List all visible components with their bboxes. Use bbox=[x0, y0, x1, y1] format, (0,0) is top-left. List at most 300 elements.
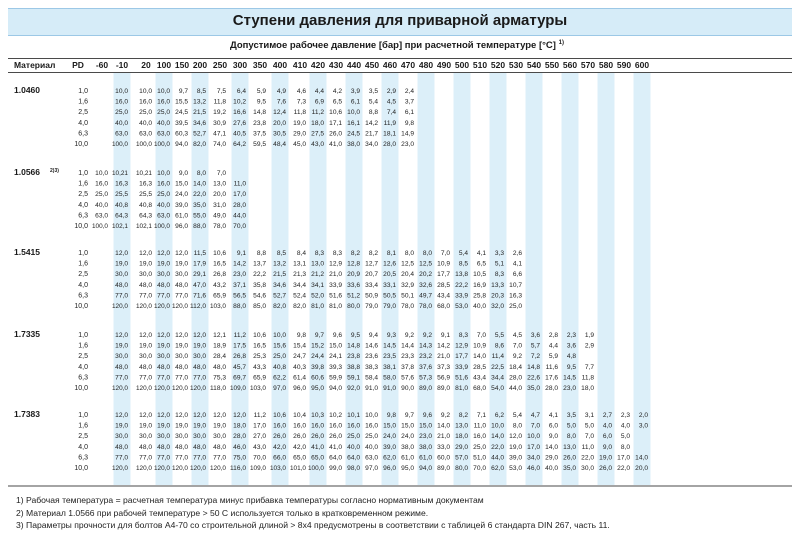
pd-value: 10,0 bbox=[74, 223, 88, 230]
pressure-cell: 7,1 bbox=[476, 412, 486, 419]
pressure-cell: 43,4 bbox=[437, 292, 450, 300]
pressure-cell: 77,0 bbox=[139, 292, 152, 300]
pressure-cell: 37,6 bbox=[419, 363, 432, 371]
pressure-cell: 50,9 bbox=[365, 292, 378, 300]
pressure-cell: 30,9 bbox=[213, 119, 226, 127]
pressure-cell: 100,0 bbox=[154, 223, 171, 230]
pd-value: 6,3 bbox=[78, 130, 88, 138]
pressure-cell: 19,0 bbox=[293, 119, 306, 127]
pressure-cell: 49,7 bbox=[419, 292, 432, 300]
pressure-cell: 94,0 bbox=[175, 141, 188, 148]
header-material: Материал bbox=[14, 60, 56, 70]
pressure-cell: 16,0 bbox=[115, 98, 128, 106]
header-temp: 460 bbox=[382, 60, 398, 70]
pressure-cell: 3,9 bbox=[350, 88, 360, 95]
pressure-cell: 112,0 bbox=[190, 303, 207, 310]
header-temp: 600 bbox=[634, 60, 650, 70]
pressure-cell: 42,0 bbox=[273, 443, 286, 451]
pressure-cell: 20,4 bbox=[401, 271, 414, 279]
pressure-cell: 17,9 bbox=[193, 260, 206, 268]
pressure-cell: 59,9 bbox=[329, 374, 342, 382]
pressure-cell: 18,1 bbox=[383, 130, 396, 138]
pressure-cell: 9,3 bbox=[386, 332, 396, 339]
pressure-cell: 45,7 bbox=[233, 363, 246, 371]
pressure-cell: 49,0 bbox=[213, 212, 226, 220]
material-name: 1.0460 bbox=[14, 85, 40, 95]
pressure-cell: 11,2 bbox=[253, 412, 266, 419]
pressure-cell: 40,3 bbox=[293, 363, 306, 371]
pressure-cell: 100,0 bbox=[308, 465, 325, 472]
header-temp: -10 bbox=[115, 60, 129, 70]
pressure-cell: 3,0 bbox=[638, 422, 648, 430]
pressure-cell: 14,0 bbox=[545, 443, 558, 451]
pressure-cell: 27,0 bbox=[253, 433, 266, 441]
pressure-cell: 29,0 bbox=[455, 443, 468, 451]
pressure-cell: 8,0 bbox=[620, 443, 630, 451]
pressure-cell: 17,0 bbox=[617, 454, 630, 462]
pressure-cell: 10,0 bbox=[527, 433, 540, 441]
pressure-cell: 80,0 bbox=[455, 465, 468, 472]
pressure-cell: 57,3 bbox=[419, 374, 432, 382]
header-temp: 560 bbox=[562, 60, 578, 70]
pressure-cell: 77,0 bbox=[139, 454, 152, 462]
pressure-cell: 16,3 bbox=[139, 180, 152, 188]
pressure-cell: 17,7 bbox=[437, 271, 450, 279]
pressure-cell: 61,0 bbox=[401, 454, 414, 462]
pressure-cell: 25,5 bbox=[115, 191, 128, 199]
pressure-cell: 2,3 bbox=[620, 412, 630, 419]
pressure-cell: 6,1 bbox=[350, 98, 360, 106]
pressure-cell: 109,0 bbox=[250, 465, 267, 472]
pd-value: 6,3 bbox=[78, 454, 88, 462]
pressure-cell: 33,1 bbox=[383, 281, 396, 289]
pressure-cell: 60,3 bbox=[175, 130, 188, 138]
pressure-cell: 4,8 bbox=[566, 353, 576, 361]
footnote-3: 3) Параметры прочности для болтов А4-70 со строительной длиной > 8х4 предусмотрены в соответствии с таблицей 6 стандарта DIN 267, часть 11. bbox=[16, 520, 610, 531]
pressure-cell: 32,6 bbox=[419, 281, 432, 289]
header-temp: 450 bbox=[364, 60, 380, 70]
pd-value: 1,6 bbox=[78, 98, 88, 106]
pressure-cell: 10,2 bbox=[329, 412, 342, 419]
pressure-cell: 27,6 bbox=[233, 119, 246, 127]
pressure-cell: 12,0 bbox=[193, 412, 206, 419]
pressure-cell: 7,4 bbox=[386, 109, 396, 117]
pressure-cell: 74,0 bbox=[213, 141, 226, 148]
pressure-cell: 14,8 bbox=[253, 109, 266, 117]
pressure-cell: 20,0 bbox=[213, 191, 226, 199]
pressure-cell: 81,0 bbox=[311, 303, 324, 310]
pressure-cell: 100,0 bbox=[136, 141, 153, 148]
pressure-cell: 10,2 bbox=[233, 98, 246, 106]
pressure-cell: 6,5 bbox=[476, 260, 486, 268]
pressure-cell: 11,0 bbox=[233, 180, 246, 188]
pressure-cell: 10,9 bbox=[473, 342, 486, 350]
pressure-cell: 34,4 bbox=[293, 281, 306, 289]
pressure-cell: 16,5 bbox=[253, 342, 266, 350]
pressure-cell: 51,0 bbox=[473, 454, 486, 462]
pressure-cell: 37,8 bbox=[401, 363, 414, 371]
pressure-cell: 30,0 bbox=[139, 433, 152, 441]
pressure-cell: 12,5 bbox=[419, 260, 432, 268]
pd-value: 10,0 bbox=[74, 465, 88, 472]
pressure-cell: 94,0 bbox=[329, 385, 342, 392]
pressure-cell: 23,0 bbox=[563, 385, 576, 392]
pd-value: 2,5 bbox=[78, 191, 88, 199]
pressure-cell: 96,0 bbox=[175, 223, 188, 230]
pressure-cell: 11,8 bbox=[293, 109, 306, 117]
pressure-cell: 5,4 bbox=[512, 412, 522, 419]
pressure-cell: 7,0 bbox=[584, 433, 594, 441]
pressure-cell: 64,0 bbox=[347, 454, 360, 462]
pressure-cell: 14,5 bbox=[563, 374, 576, 382]
pd-value: 10,0 bbox=[74, 385, 88, 392]
pressure-cell: 32,9 bbox=[401, 281, 414, 289]
header-temp: 520 bbox=[490, 60, 506, 70]
pressure-cell: 13,2 bbox=[193, 98, 206, 106]
pressure-cell: 90,0 bbox=[401, 385, 414, 392]
pressure-cell: 52,7 bbox=[273, 292, 286, 300]
pressure-cell: 11,6 bbox=[545, 363, 558, 371]
pressure-cell: 22,0 bbox=[491, 443, 504, 451]
subtitle-text: Допустимое рабочее давление [бар] при расчетной температуре [°C] bbox=[230, 40, 556, 52]
subtitle-footnote-mark: 1) bbox=[558, 40, 564, 46]
pressure-cell: 15,2 bbox=[311, 342, 324, 350]
pressure-cell: 30,0 bbox=[115, 271, 128, 279]
pressure-cell: 77,0 bbox=[157, 292, 170, 300]
pressure-cell: 11,2 bbox=[311, 109, 324, 117]
pd-value: 4,0 bbox=[78, 363, 88, 371]
pressure-cell: 63,0 bbox=[157, 212, 170, 220]
pressure-cell: 30,0 bbox=[175, 353, 188, 361]
pressure-cell: 19,0 bbox=[175, 422, 188, 430]
pressure-cell: 22,0 bbox=[581, 454, 594, 462]
pressure-cell: 40,8 bbox=[273, 363, 286, 371]
pressure-cell: 15,0 bbox=[329, 342, 342, 350]
pressure-cell: 18,0 bbox=[233, 422, 246, 430]
pressure-cell: 5,7 bbox=[530, 342, 540, 350]
pressure-cell: 34,0 bbox=[365, 141, 378, 148]
pressure-cell: 12,8 bbox=[347, 260, 360, 268]
pressure-cell: 96,0 bbox=[383, 465, 396, 472]
pressure-cell: 28,0 bbox=[233, 201, 246, 209]
pressure-cell: 37,3 bbox=[437, 363, 450, 371]
pressure-cell: 25,0 bbox=[157, 109, 170, 117]
pressure-cell: 26,0 bbox=[329, 130, 342, 138]
pressure-cell: 75,0 bbox=[233, 454, 246, 462]
pressure-cell: 4,6 bbox=[296, 88, 306, 95]
pressure-cell: 19,0 bbox=[139, 422, 152, 430]
pressure-cell: 77,0 bbox=[193, 374, 206, 382]
pressure-cell: 34,6 bbox=[193, 119, 206, 127]
pressure-cell: 9,5 bbox=[566, 363, 576, 371]
pressure-cell: 10,0 bbox=[95, 170, 108, 177]
pressure-cell: 22,6 bbox=[527, 374, 540, 382]
pressure-cell: 23,3 bbox=[401, 353, 414, 361]
pd-value: 6,3 bbox=[78, 374, 88, 382]
pressure-cell: 45,0 bbox=[293, 141, 306, 148]
pressure-cell: 40,5 bbox=[233, 130, 246, 138]
pressure-cell: 10,0 bbox=[347, 109, 360, 117]
pressure-cell: 16,0 bbox=[139, 98, 152, 106]
header-pd: PD bbox=[72, 60, 84, 70]
pressure-cell: 19,0 bbox=[115, 342, 128, 350]
header-temp: 480 bbox=[418, 60, 434, 70]
pressure-cell: 26,0 bbox=[293, 433, 306, 441]
pressure-cell: 16,0 bbox=[157, 180, 170, 188]
pressure-cell: 8,3 bbox=[458, 332, 468, 339]
pressure-cell: 7,0 bbox=[216, 170, 226, 177]
pressure-cell: 120,0 bbox=[112, 303, 129, 310]
pressure-cell: 120,0 bbox=[112, 465, 129, 472]
pressure-cell: 10,4 bbox=[293, 412, 306, 419]
pressure-cell: 77,0 bbox=[115, 454, 128, 462]
pressure-cell: 103,0 bbox=[270, 465, 287, 472]
pressure-cell: 10,0 bbox=[365, 412, 378, 419]
pressure-cell: 9,2 bbox=[512, 353, 522, 361]
pressure-cell: 12,5 bbox=[401, 260, 414, 268]
pressure-cell: 53,0 bbox=[509, 465, 522, 472]
pressure-cell: 12,7 bbox=[365, 260, 378, 268]
pressure-cell: 18,4 bbox=[509, 363, 522, 371]
pressure-cell: 3,6 bbox=[566, 342, 576, 350]
pressure-cell: 15,0 bbox=[175, 180, 188, 188]
pressure-cell: 16,0 bbox=[365, 422, 378, 430]
pressure-cell: 13,0 bbox=[455, 422, 468, 430]
pressure-cell: 54,0 bbox=[491, 385, 504, 392]
pressure-cell: 63,0 bbox=[157, 130, 170, 138]
pressure-cell: 40,0 bbox=[157, 119, 170, 127]
page-title: Ступени давления для приварной арматуры bbox=[232, 12, 568, 29]
pressure-cell: 8,3 bbox=[314, 250, 324, 257]
pressure-cell: 28,0 bbox=[545, 385, 558, 392]
pressure-cell: 47,0 bbox=[193, 281, 206, 289]
pressure-cell: 12,1 bbox=[213, 332, 226, 339]
pressure-cell: 39,0 bbox=[383, 443, 396, 451]
pressure-cell: 120,0 bbox=[112, 385, 129, 392]
pressure-cell: 6,9 bbox=[314, 98, 324, 106]
pressure-cell: 16,0 bbox=[347, 422, 360, 430]
pressure-cell: 33,9 bbox=[455, 363, 468, 371]
pressure-cell: 7,7 bbox=[584, 363, 594, 371]
pressure-cell: 10,0 bbox=[157, 88, 170, 95]
pressure-cell: 25,0 bbox=[509, 303, 522, 310]
pressure-cell: 12,0 bbox=[175, 332, 188, 339]
pressure-cell: 10,0 bbox=[139, 88, 152, 95]
pressure-cell: 8,5 bbox=[276, 250, 286, 257]
header-temp: 250 bbox=[212, 60, 228, 70]
footnote-1: 1) Рабочая температура = расчетная температура минус прибавка температуры согласно нормативным документам bbox=[16, 495, 484, 505]
pressure-cell: 30,0 bbox=[193, 433, 206, 441]
pressure-cell: 14,2 bbox=[365, 119, 378, 127]
pressure-cell: 18,0 bbox=[581, 385, 594, 392]
pressure-cell: 91,0 bbox=[383, 385, 396, 392]
pressure-cell: 9,2 bbox=[422, 332, 432, 339]
pressure-cell: 5,1 bbox=[494, 260, 504, 268]
pressure-cell: 9,7 bbox=[178, 88, 188, 95]
pressure-cell: 6,1 bbox=[404, 109, 414, 117]
pressure-cell: 40,8 bbox=[115, 201, 128, 209]
pressure-cell: 64,0 bbox=[329, 454, 342, 462]
pressure-cell: 24,7 bbox=[293, 353, 306, 361]
pressure-cell: 14,3 bbox=[419, 342, 432, 350]
pressure-cell: 26,0 bbox=[273, 433, 286, 441]
pressure-cell: 23,5 bbox=[383, 353, 396, 361]
pressure-cell: 23,8 bbox=[253, 119, 266, 127]
pressure-cell: 16,0 bbox=[473, 433, 486, 441]
pressure-cell: 14,0 bbox=[491, 433, 504, 441]
pressure-cell: 64,3 bbox=[139, 212, 152, 220]
material-name: 1.7383 bbox=[14, 409, 40, 419]
pressure-cell: 12,0 bbox=[115, 332, 128, 339]
pd-value: 6,3 bbox=[78, 292, 88, 300]
pressure-cell: 23,0 bbox=[401, 141, 414, 148]
pressure-cell: 8,6 bbox=[494, 342, 504, 350]
pd-value: 1,6 bbox=[78, 260, 88, 268]
pressure-cell: 6,0 bbox=[548, 422, 558, 430]
pressure-cell: 79,0 bbox=[383, 303, 396, 310]
pressure-cell: 28,0 bbox=[233, 433, 246, 441]
pressure-cell: 6,4 bbox=[236, 88, 246, 95]
pressure-cell: 16,0 bbox=[329, 422, 342, 430]
pressure-cell: 116,0 bbox=[230, 465, 247, 472]
pd-value: 1,0 bbox=[78, 250, 88, 257]
pressure-cell: 28,4 bbox=[213, 353, 226, 361]
pressure-cell: 118,0 bbox=[210, 385, 227, 392]
pressure-cell: 59,5 bbox=[253, 141, 266, 148]
pressure-cell: 26,8 bbox=[213, 271, 226, 279]
pressure-cell: 50,5 bbox=[383, 292, 396, 300]
pressure-cell: 48,0 bbox=[157, 281, 170, 289]
pressure-cell: 10,7 bbox=[509, 281, 522, 289]
pressure-cell: 23,2 bbox=[419, 353, 432, 361]
pressure-cell: 14,4 bbox=[401, 342, 414, 350]
pressure-cell: 77,0 bbox=[157, 454, 170, 462]
pressure-cell: 16,0 bbox=[95, 180, 108, 188]
pressure-cell: 14,9 bbox=[401, 130, 414, 138]
pressure-cell: 20,7 bbox=[365, 271, 378, 279]
pressure-cell: 15,0 bbox=[401, 422, 414, 430]
pressure-cell: 60,6 bbox=[311, 374, 324, 382]
pressure-cell: 92,0 bbox=[347, 385, 360, 392]
pressure-cell: 48,0 bbox=[213, 363, 226, 371]
pressure-cell: 7,0 bbox=[512, 342, 522, 350]
header-temp: 510 bbox=[472, 60, 488, 70]
pressure-cell: 5,9 bbox=[548, 353, 558, 361]
pressure-cell: 34,6 bbox=[273, 281, 286, 289]
pressure-cell: 4,9 bbox=[276, 88, 286, 95]
pressure-cell: 14,0 bbox=[473, 353, 486, 361]
pressure-cell: 16,0 bbox=[273, 422, 286, 430]
pressure-cell: 2,9 bbox=[386, 88, 396, 95]
pressure-cell: 77,0 bbox=[157, 374, 170, 382]
pressure-cell: 6,5 bbox=[332, 98, 342, 106]
pressure-cell: 66,0 bbox=[273, 454, 286, 462]
pressure-cell: 9,8 bbox=[404, 119, 414, 127]
pressure-cell: 5,9 bbox=[256, 88, 266, 95]
pressure-cell: 48,0 bbox=[193, 443, 206, 451]
pressure-cell: 4,1 bbox=[512, 260, 522, 268]
pressure-cell: 6,6 bbox=[512, 271, 522, 279]
header-temp: 200 bbox=[192, 60, 208, 70]
pressure-cell: 10,1 bbox=[347, 412, 360, 419]
pressure-cell: 30,0 bbox=[213, 433, 226, 441]
pressure-cell: 103,0 bbox=[250, 385, 267, 392]
pressure-cell: 60,0 bbox=[437, 454, 450, 462]
pressure-cell: 48,0 bbox=[139, 281, 152, 289]
pressure-cell: 35,0 bbox=[193, 201, 206, 209]
pressure-cell: 3,5 bbox=[566, 412, 576, 419]
pressure-cell: 19,0 bbox=[157, 260, 170, 268]
pressure-cell: 25,0 bbox=[473, 443, 486, 451]
pressure-cell: 40,0 bbox=[115, 119, 128, 127]
pressure-cell: 26,0 bbox=[563, 454, 576, 462]
pressure-cell: 52,7 bbox=[193, 130, 206, 138]
pressure-cell: 8,0 bbox=[512, 422, 522, 430]
pressure-cell: 64,2 bbox=[233, 141, 246, 148]
header-temp: 550 bbox=[544, 60, 560, 70]
pressure-cell: 19,0 bbox=[157, 422, 170, 430]
pressure-cell: 4,1 bbox=[548, 412, 558, 419]
pressure-cell: 78,0 bbox=[419, 303, 432, 310]
pressure-cell: 25,0 bbox=[95, 191, 108, 199]
pressure-cell: 52,4 bbox=[293, 292, 306, 300]
pressure-cell: 19,0 bbox=[139, 342, 152, 350]
pressure-cell: 9,1 bbox=[440, 332, 450, 339]
pressure-cell: 8,3 bbox=[332, 250, 342, 257]
pressure-cell: 120,0 bbox=[172, 303, 189, 310]
pressure-cell: 38,1 bbox=[383, 363, 396, 371]
pressure-cell: 14,8 bbox=[527, 363, 540, 371]
pressure-cell: 61,0 bbox=[175, 212, 188, 220]
header-temp: 20 bbox=[141, 60, 151, 70]
pressure-cell: 31,0 bbox=[213, 201, 226, 209]
pressure-cell: 39,3 bbox=[329, 363, 342, 371]
pressure-cell: 120,0 bbox=[136, 385, 153, 392]
pressure-cell: 12,0 bbox=[157, 250, 170, 257]
pd-value: 2,5 bbox=[78, 109, 88, 117]
pressure-cell: 30,0 bbox=[139, 271, 152, 279]
pressure-cell: 28,5 bbox=[473, 363, 486, 371]
pressure-cell: 15,0 bbox=[383, 422, 396, 430]
pressure-cell: 120,0 bbox=[172, 385, 189, 392]
pressure-cell: 15,4 bbox=[293, 342, 306, 350]
pressure-cell: 9,0 bbox=[548, 433, 558, 441]
header-temp: 570 bbox=[580, 60, 596, 70]
pressure-cell: 40,0 bbox=[347, 443, 360, 451]
pressure-cell: 8,5 bbox=[196, 88, 206, 95]
pressure-cell: 94,0 bbox=[419, 465, 432, 472]
header-temp: 470 bbox=[400, 60, 416, 70]
pressure-cell: 48,0 bbox=[115, 443, 128, 451]
pressure-cell: 16,3 bbox=[115, 180, 128, 188]
pressure-cell: 38,0 bbox=[347, 141, 360, 148]
pd-value: 1,6 bbox=[78, 180, 88, 188]
pressure-cell: 9,8 bbox=[386, 412, 396, 419]
pressure-cell: 101,0 bbox=[290, 465, 307, 472]
pressure-cell: 11,5 bbox=[193, 250, 206, 257]
pressure-cell: 78,0 bbox=[401, 303, 414, 310]
pressure-cell: 33,4 bbox=[365, 281, 378, 289]
pressure-cell: 10,0 bbox=[491, 422, 504, 430]
pressure-cell: 23,0 bbox=[419, 433, 432, 441]
pd-value: 1,0 bbox=[78, 412, 88, 419]
pressure-cell: 82,0 bbox=[273, 303, 286, 310]
pressure-cell: 10,9 bbox=[437, 260, 450, 268]
pressure-cell: 8,0 bbox=[196, 170, 206, 177]
pressure-cell: 11,8 bbox=[581, 374, 594, 382]
pressure-cell: 77,0 bbox=[213, 454, 226, 462]
pressure-cell: 26,0 bbox=[599, 465, 612, 472]
